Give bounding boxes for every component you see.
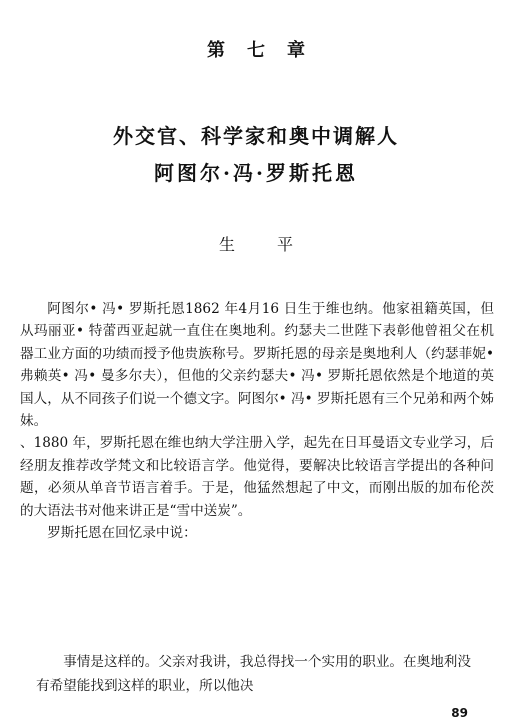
- paragraph-2: 、1880 年，罗斯托恩在维也纳大学注册入学，起先在日耳曼语文专业学习，后经朋友推荐改学梵文和比较语言学。他觉得，要解决比较语言学提出的各种问题，必须从单音节语言着手。于是，他猛然想起了中文，而刚出版的加布伦茨的大语法书对他来讲正是“雪中送炭”。: [20, 435, 494, 519]
- chapter-title-line1: 外交官、科学家和奥中调解人: [113, 124, 399, 148]
- paragraph-3: 罗斯托恩在回忆录中说：: [47, 525, 197, 542]
- quote-text: 事情是这样的。父亲对我讲，我总得找一个实用的职业。在奥地利没有希望能找到这样的职业，所以他决: [36, 654, 471, 694]
- section-heading: 生平: [218, 235, 335, 254]
- body-text: [20, 298, 494, 544]
- page-number: 89: [451, 706, 468, 720]
- chapter-heading: 第七章: [207, 40, 327, 61]
- paragraph-1: 阿图尔• 冯• 罗斯托恩1862 年4月16 日生于维也纳。他家祖籍英国，但从玛丽亚• 特蕾西亚起就一直住在奥地利。约瑟夫二世陛下表彰他曾祖父在机器工业方面的功绩而授予他贵族称号。罗斯托恩的母亲是奥地利人（约瑟菲妮• 弗赖英• 冯• 曼多尔夫），但他的父亲约瑟夫• 冯• 罗斯托恩依然是个地道的英国人，从不同孩子们说一个德文字。阿图尔• 冯• 罗斯托恩有三个兄弟和两个姊妹。: [20, 301, 494, 430]
- chapter-title-line2: 阿图尔·冯·罗斯托恩: [154, 161, 358, 185]
- block-quote: [36, 650, 476, 698]
